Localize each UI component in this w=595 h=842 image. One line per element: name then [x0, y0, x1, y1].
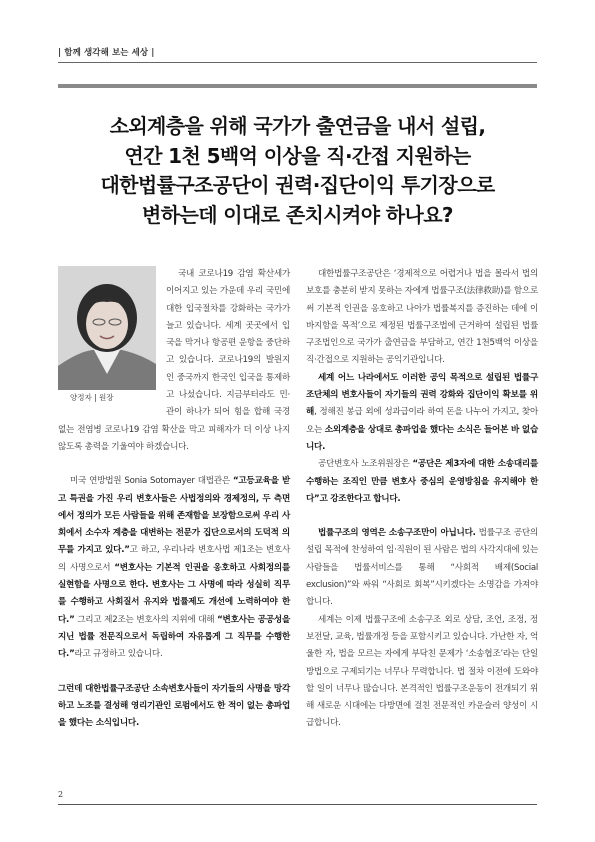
bold-text: 세계 어느 나라에서도 이러한 공익 목적으로 설립된 법률구조단체의 변호사들이 자기들의 권력 강화와 집단이익 확보를 위해	[306, 372, 538, 418]
left-column	[58, 266, 290, 732]
text-run: 라고 규정하고 있습니다.	[74, 649, 163, 660]
header-rule	[58, 62, 537, 63]
paragraph: 세계는 이제 법률구조에 소송구조 외로 상담, 조언, 조정, 정보전달, 교육, 법률개정 등을 포함시키고 있습니다. 가난한 자, 억울한 자, 법을 모르는 자에게 부닥친 문제가 ‘소송협조’라는 단일방법으로 구제되기는 너무나 무력합니다. 법 절차 이전에 도와야 할 일이 너무나 많습니다. 본격적인 법률구조운동이 전개되기 위해 새로운 시대에는 다방면에 걸친 전문적인 카운슬러 양성이 시급합니다.	[306, 614, 538, 729]
paragraph: 대한법률구조공단은 ‘경제적으로 어렵거나 법을 몰라서 법의 보호를 충분히 받지 못하는 자에게 법률구조(法律救助)를 함으로써 기본적 인권을 옹호하고 나아가 법률복지를 증진하는 데에 이바지함을 목적’으로 제정된 법률구조법에 근거하여 설립된 법률구조법인으로 국가가 출연금을 부담하고, 연간 1천5백억 이상을 직·간접으로 지원하는 공익기관입니다.	[306, 269, 538, 366]
title-line: 변하는데 이대로 존치시켜야 하나요?	[142, 202, 453, 227]
text-run: 공단변호사 노조위원장은	[318, 459, 413, 470]
text-run: 미국 연방법원 Sonia Sotomayer 대법관은	[70, 476, 233, 487]
text-run: , 정해진 봉급 외에 성과급이라 하여 돈을 나누어 가지고, 찾아오는	[306, 407, 538, 435]
bold-quote: “공단은 제3자에 대한 소송대리를 수행하는 조직인 만큼 변호사 중심의 운영방침을 유지해야 한다”고 강조한다고 합니다.	[306, 459, 539, 504]
bold-quote: “고등교육을 받고 특권을 가진 우리 변호사들은 사법정의와 경제정의, 두 측면에서 정의가 모든 사람들을 위해 존재함을 보장함으로써 우리 사회에서 소수자 계층을 대변하는 전문가 집단으로서의 도덕적 의무를 가지고 있다.”	[58, 476, 291, 556]
title-top-rule	[58, 84, 537, 88]
text-run: 고 하고, 우리나라 변호사법 제1조는 변호사의 사명으로서	[58, 545, 290, 573]
bold-quote: “변호사는 공공성을 지닌 법률 전문직으로서 독립하여 자유롭게 그 직무를 수행한다.”	[58, 614, 290, 660]
author-photo	[58, 266, 156, 406]
photo-caption: 양정자 | 원장	[70, 393, 114, 402]
article-title	[58, 112, 537, 230]
paragraph	[306, 370, 538, 456]
paragraph: 국내 코로나19 감염 확산세가 이어지고 있는 가운데 우리 국민에 대한 입국절차를 강화하는 국가가 늘고 있습니다. 세계 곳곳에서 입국을 막거나 항공편 운항을 중단하고 있습니다. 코로나19의 발원지인 중국까지 한국인 입국을 통제하고 나섰습니다. 지금부터라도 민·관이 하나가 되어 힘을 합해 국경 없는 전염병 코로나19 감염 확산을 막고 피해자가 더 이상 나지 않도록 총력을 기울여야 하겠습니다.	[58, 269, 290, 452]
footer-rule	[58, 804, 537, 805]
text-run: 법률구조 공단의 설립 목적에 찬성하여 임·직원이 된 사람은 법의 사각지대에 있는 사람들을 법률서비스를 통해 “사회적 배제(Social exclusion)”와 싸워 “사회로 회복”시키겠다는 소명감을 가져야 합니다.	[306, 528, 538, 608]
bold-text: 소외계층을 상대로 총파업을 했다는 소식은 들어본 바 없습니다.	[306, 424, 538, 452]
author-portrait-image	[58, 266, 156, 390]
text-run: 그리고 제2조는 변호사의 지위에 대해	[74, 614, 218, 625]
title-line: 소외계층을 위해 국가가 출연금을 내서 설립,	[109, 114, 486, 138]
paragraph	[306, 456, 538, 508]
paragraph	[58, 473, 290, 663]
bold-text: 법률구조의 영역은 소송구조만이 아닙니다.	[318, 528, 476, 539]
right-column	[306, 266, 538, 733]
paragraph	[306, 525, 538, 611]
page-number: 2	[58, 790, 64, 799]
bold-quote: “변호사는 기본적 인권을 옹호하고 사회정의를 실현함을 사명으로 한다. 변호사는 그 사명에 따라 성실히 직무를 수행하고 사회질서 유지와 법률제도 개선에 노력하여야 한다.”	[58, 562, 290, 625]
title-line: 연간 1천 5백억 이상을 직·간접 지원하는	[124, 143, 471, 168]
bold-paragraph: 그런데 대한법률구조공단 소속변호사들이 자기들의 사명을 망각하고 노조를 결성해 영리기관인 로펌에서도 한 적이 없는 총파업을 했다는 소식입니다.	[58, 683, 290, 729]
title-line: 대한법률구조공단이 권력·집단이익 투기장으로	[100, 173, 495, 197]
section-header: | 함께 생각해 보는 세상 |	[58, 48, 155, 58]
